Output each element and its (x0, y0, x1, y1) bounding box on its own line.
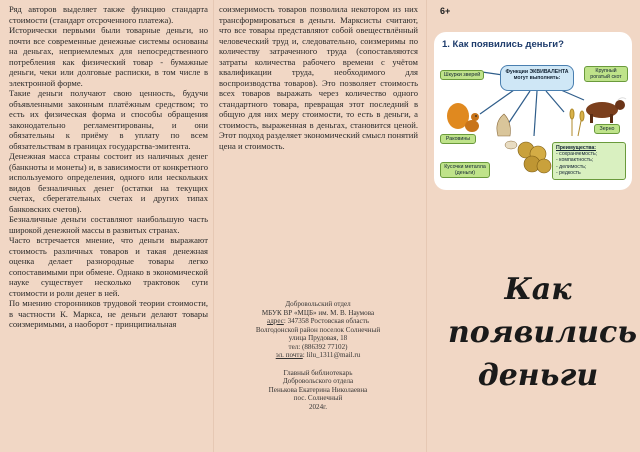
author-name: Пенькова Екатерина Николаевна (268, 385, 368, 394)
title-line: Как (504, 272, 572, 307)
advantage-item: - редкость (556, 169, 581, 176)
email-line (248, 351, 388, 360)
address-line-2: Волгодонской район поселок Солнечный (255, 325, 381, 334)
paragraph: По мнению сторонников трудовой теории стоимости, в частности К. Маркса, не деньги делают товары соизмеримыми, а наоборот - принципиальная (9, 298, 208, 329)
age-rating: 6+ (440, 6, 451, 16)
address-line (248, 317, 388, 326)
email-label: эл. почта (275, 351, 303, 359)
email-value: : lilu_1311@mail.ru (302, 351, 361, 359)
left-text-column (9, 4, 208, 330)
author-place: пос. Солнечный (293, 394, 343, 402)
publication-year: 2024г. (308, 402, 328, 411)
advantages-title: Преимущества: (556, 145, 596, 151)
department-name: Добровольский отдел (285, 300, 351, 308)
title-line: появились (448, 315, 638, 350)
organization-name: МБУК ВР «МЦБ» им. М. В. Наумова (261, 308, 375, 317)
paragraph: Такие деньги получают свою ценность, будучи объявленными законным платёжным средством; то есть их физическая форма и способы обращения законодательно регламентированы, и они обязательны к приёму в уплату по всем обязательствам в границах государства-эмитента. (9, 88, 208, 151)
brochure-title (448, 268, 638, 397)
grain-label: Зерно (594, 124, 620, 134)
squirrel-icon (447, 103, 479, 132)
address-label: адрес (267, 317, 284, 325)
money-origin-infographic (434, 32, 632, 190)
metal-pieces-label: Кусочки металла (деньги) (440, 162, 490, 178)
fold-line-1 (213, 0, 214, 452)
author-department: Добровольского отдела (282, 377, 354, 385)
paragraph: Денежная масса страны состоит из наличных денег (банкноты и монеты) и, в зависимости от конкретного используемого определения, одного или нескольких видов безналичных денег (остатки на текущих счетах, сберегательных счетах и других типах банковских счетов). (9, 151, 208, 214)
middle-text-column (219, 4, 418, 151)
paragraph: Безналичные деньги составляют наибольшую часть широкой денежной массы в развитых странах. (9, 214, 208, 235)
title-line: деньги (477, 358, 599, 393)
phone-line: тел: (886392 77102) (288, 342, 348, 351)
coins-icon (518, 142, 551, 173)
equivalent-functions-box: Функции ЭКВИВАЛЕНТА могут выполнять: (500, 65, 574, 91)
fold-line-2 (426, 0, 427, 452)
advantage-item: - компактность; (556, 157, 594, 164)
address-value: : 347358 Ростовская область (283, 317, 369, 325)
address-line-3: улица Прудовая, 18 (288, 334, 348, 342)
cattle-label: Крупный рогатый скот (584, 66, 628, 82)
bull-icon (586, 98, 626, 123)
advantage-item: - сохраняемость; (556, 151, 598, 158)
advantages-box (552, 142, 626, 180)
author-role: Главный библиотекарь (283, 368, 353, 377)
seashell-icon (497, 114, 517, 149)
advantage-item: - делимость; (556, 163, 587, 170)
paragraph: соизмеримость товаров позволила некотором из них трансформироваться в деньги. Марксисты считают, что все товары представляют собой овеществлённый человеческий труд и, следовательно, соизмеримы по количеству затраченного труда (сопоставляются затраты количества рабочего времени с учётом квалификации труда, необходимого для воспроизводства товаров). Это позволяет стоимость всех товаров выражать через количество одного стандартного товара, превращая этот последний в общую для них меру стоимости, то есть в деньги, а стоимость, выраженная в деньгах, становится ценой. Этот подход разделяет экономический смысл понятий цена и стоимость. (219, 4, 418, 151)
infographic-title: 1. Как появились деньги? (442, 39, 564, 50)
shells-label: Раковины (440, 134, 476, 144)
paragraph: Исторически первыми были товарные деньги, но почти все современные денежные системы основаны на деньгах, неприемлемых для непосредственного потребления как физический товар - бумажные деньги, чеки или долговые расписки, в том числе в электронной форме. (9, 25, 208, 88)
library-imprint (248, 300, 388, 411)
furs-label: Шкурки зверей (440, 70, 484, 80)
wheat-icon (570, 109, 584, 136)
paragraph: Ряд авторов выделяет также функцию стандарта стоимости (стандарт отсроченного платежа). (9, 4, 208, 25)
paragraph: Часто встречается мнение, что деньги выражают стоимость различных товаров и такая денежная оценка делает разнородные товары легко сопоставимыми при обмене. Однако в экономической науке существует несколько трактовок сути стоимости и роли денег в ней. (9, 235, 208, 298)
